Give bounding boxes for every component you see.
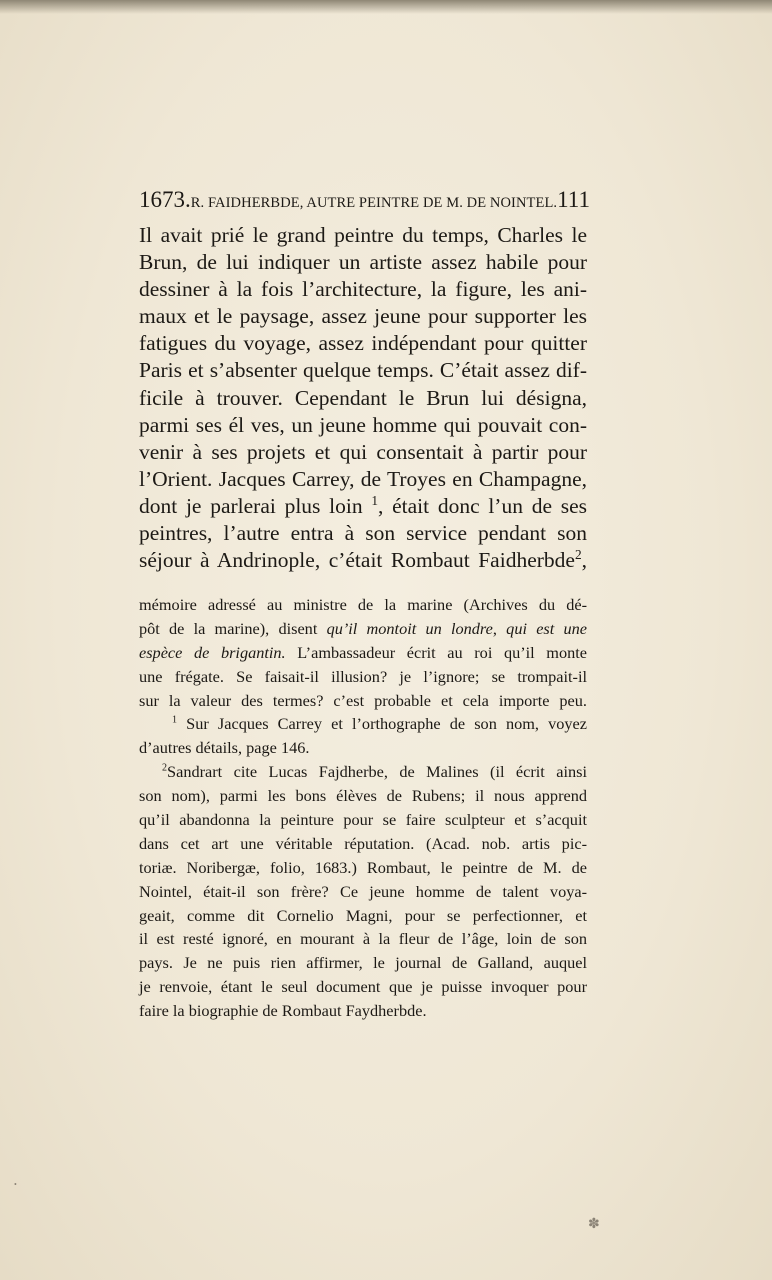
body-line: peintres, l’autre entra à son service pendant son [139, 521, 587, 546]
footnote-line: mémoire adressé au ministre de la marine (Archives du dé- [139, 595, 587, 614]
footnote-line: pays. Je ne puis rien affirmer, le journal de Galland, auquel [139, 953, 587, 973]
paper-speck: • [14, 1180, 17, 1189]
body-line: Paris et s’absenter quelque temps. C’était assez dif- [139, 358, 587, 383]
footnote-line: je renvoie, étant le seul document que je puisse invoquer pour [139, 977, 587, 997]
body-line: parmi ses él ves, un jeune homme qui pouvait con- [139, 412, 587, 437]
main-text [139, 222, 587, 574]
footnote-marker-2: 2 [162, 762, 168, 774]
body-line: fatigues du voyage, assez indépendant pour quitter [139, 331, 587, 356]
footnote-ref-2: 2 [574, 546, 582, 562]
running-title: R. FAIDHERBDE, AUTRE PEINTRE DE M. DE NOINTEL. [190, 195, 558, 211]
footnote-line: il est resté ignoré, en mourant à la fleur de l’âge, loin de son [139, 929, 587, 949]
body-text-span: , [581, 548, 587, 573]
footnote-line [139, 641, 587, 665]
page-number: 111 [557, 187, 590, 212]
footnote-line: d’autres détails, page 146. [139, 738, 310, 758]
footnote-line: faire la biographie de Rombaut Faydherbde. [139, 1001, 427, 1021]
body-line: venir à ses projets et qui consentait à partir pour [139, 439, 587, 464]
footnote-span: Sandrart cite Lucas Fajdherbe, de Malines (il écrit ainsi [167, 762, 587, 782]
body-line: Il avait prié le grand peintre du temps, Charles le [139, 223, 587, 247]
body-line: ficile à trouver. Cependant le Brun lui désigna, [139, 385, 587, 410]
footnote-ref-1: 1 [371, 492, 378, 508]
footnote-marker-1: 1 [172, 715, 178, 727]
footnote-line: Nointel, était-il son frère? Ce jeune homme de talent voya- [139, 881, 587, 901]
footnote-line: toriæ. Noribergæ, folio, 1683.) Rombaut, le peintre de M. de [139, 857, 587, 877]
body-line [139, 493, 587, 520]
body-line [139, 547, 587, 574]
body-line: Brun, de lui indiquer un artiste assez habile pour [139, 250, 587, 275]
footnote-1 [139, 712, 587, 736]
footnote-quote: espèce de brigantin. [139, 642, 286, 662]
footnote-line: dans cet art une véritable réputation. (Acad. nob. artis pic- [139, 833, 587, 853]
body-text-span: dont je parlerai plus loin [139, 493, 372, 518]
footnote-span: L’ambassadeur écrit au roi qu’il monte [285, 642, 587, 662]
footnote-2 [139, 760, 587, 784]
footnote-line: son nom), parmi les bons élèves de Rubens; il nous apprend [139, 786, 587, 806]
body-line: maux et le paysage, assez jeune pour supporter les [139, 304, 587, 329]
footnote-span: Sur Jacques Carrey et l’orthographe de son nom, voyez [177, 714, 587, 734]
footnote-quote: qu’il montoit un londre [326, 618, 493, 638]
running-header [139, 187, 590, 213]
body-line: dessiner à la fois l’architecture, la figure, les ani- [139, 277, 587, 302]
footnote-quote: qui est une [506, 618, 587, 638]
header-year: 1673. [139, 187, 191, 212]
footnote-line: une frégate. Se faisait-il illusion? je l’ignore; se trompait-il [139, 666, 587, 686]
page-edge-shadow [0, 0, 772, 14]
body-text-span: , était donc l’un de ses [377, 493, 587, 518]
footnote-line: sur la valeur des termes? c’est probable et cela importe peu. [139, 690, 587, 710]
footnote-span: , [492, 618, 507, 638]
body-text-span: séjour à Andrinople, c’était Rombaut Faidherbde [139, 548, 575, 573]
paper-stain: ✽ [588, 1217, 600, 1232]
body-line: l’Orient. Jacques Carrey, de Troyes en Champagne, [139, 466, 587, 491]
footnote-line [139, 617, 587, 641]
footnotes [139, 593, 587, 1023]
footnote-line: qu’il abandonna la peinture pour se faire sculpteur et s’acquit [139, 810, 587, 830]
footnote-span: pôt de la marine), disent [139, 618, 327, 638]
footnote-line: geait, comme dit Cornelio Magni, pour se perfectionner, et [139, 905, 587, 925]
